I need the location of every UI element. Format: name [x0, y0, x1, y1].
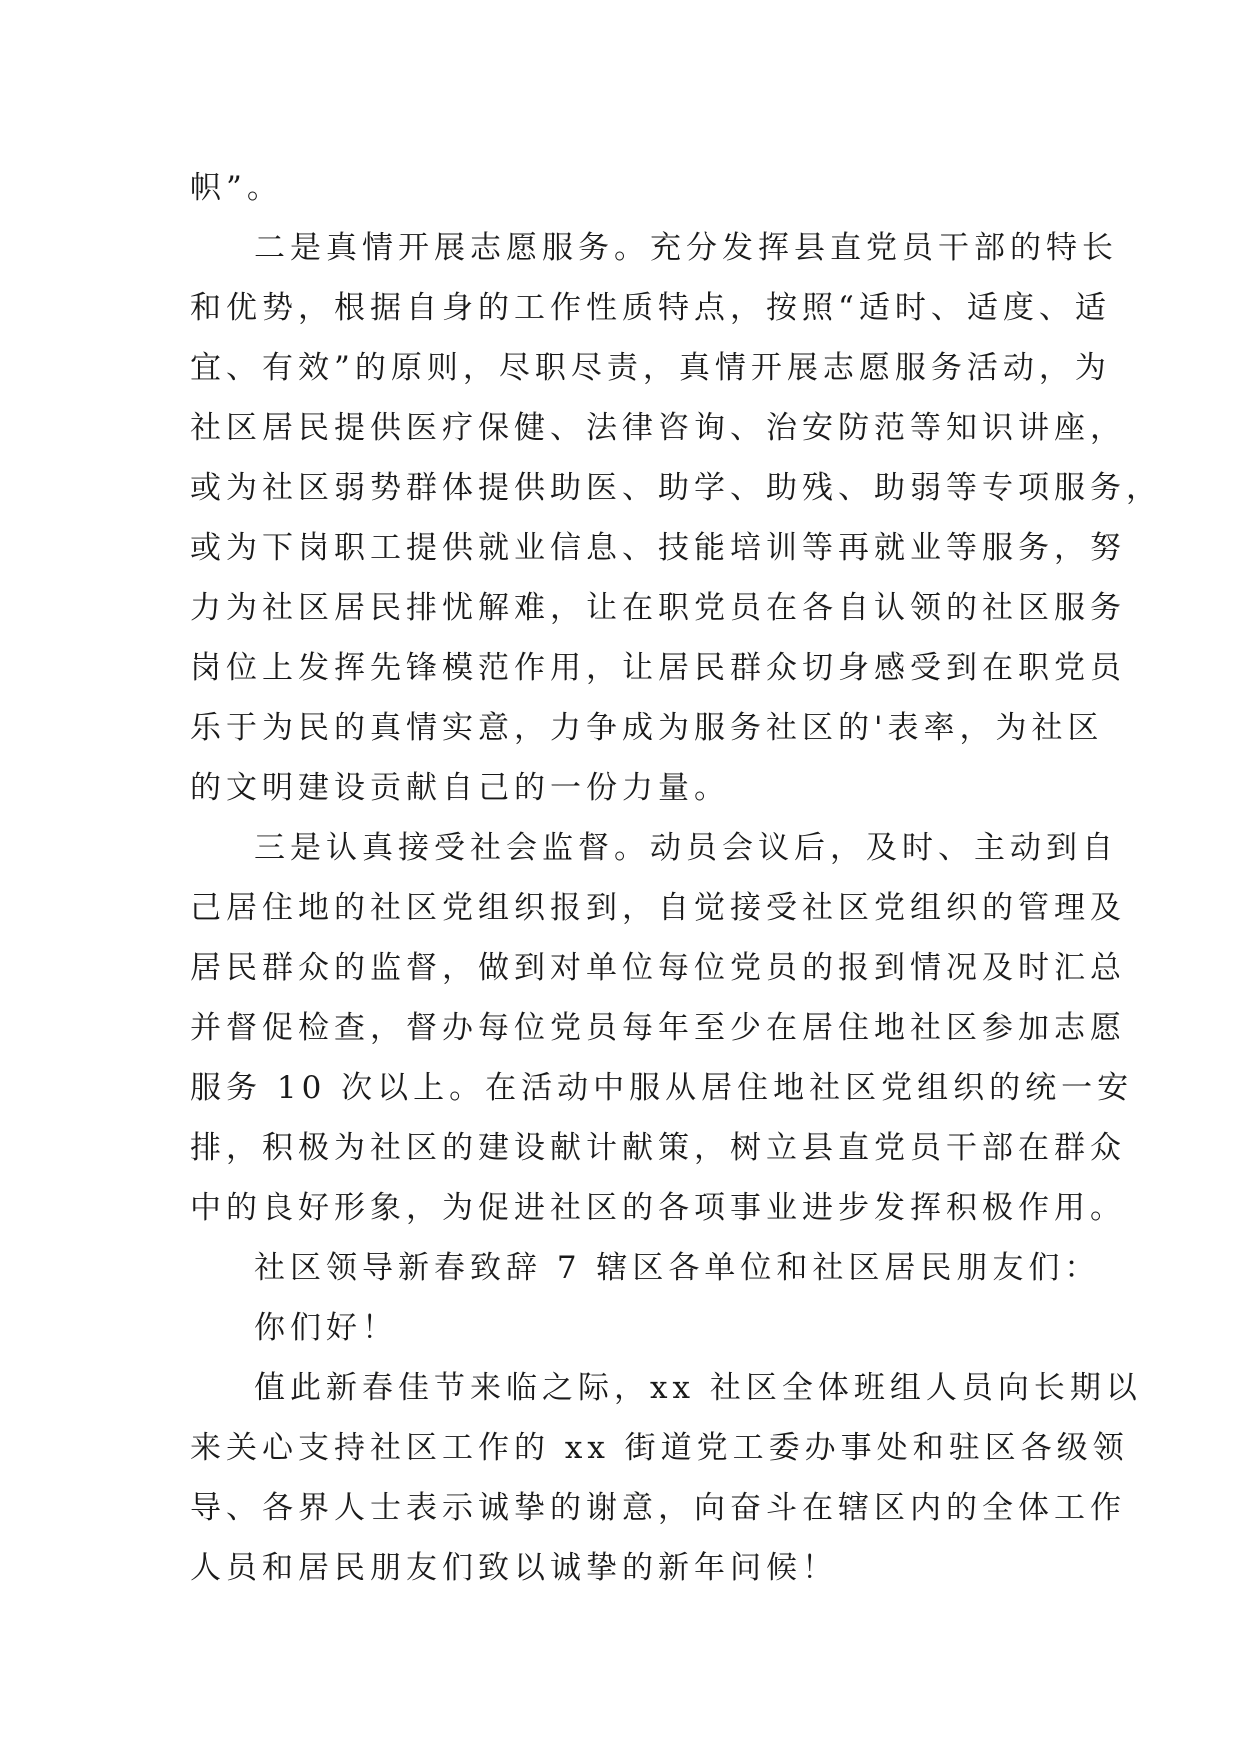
text-line: 服务 10 次以上。在活动中服从居住地社区党组织的统一安	[190, 1070, 1134, 1106]
text-line: 的文明建设贡献自己的一份力量。	[190, 770, 730, 806]
document-body	[190, 158, 1162, 1598]
text-line: 乐于为民的真情实意，力争成为服务社区的'表率，为社区	[190, 710, 1104, 746]
text-line: 居民群众的监督，做到对单位每位党员的报到情况及时汇总	[190, 950, 1126, 986]
paragraph-start-line: 社区领导新春致辞 7 辖区各单位和社区居民朋友们：	[254, 1250, 1101, 1286]
text-line: 帜”。	[190, 170, 283, 206]
greeting-line: 你们好！	[254, 1310, 398, 1346]
text-line: 并督促检查，督办每位党员每年至少在居住地社区参加志愿	[190, 1010, 1126, 1046]
text-line: 来关心支持社区工作的 xx 街道党工委办事处和驻区各级领	[190, 1430, 1129, 1466]
text-line: 或为社区弱势群体提供助医、助学、助残、助弱等专项服务，	[190, 470, 1162, 506]
text-line: 排，积极为社区的建设献计献策，树立县直党员干部在群众	[190, 1130, 1126, 1166]
text-line: 中的良好形象，为促进社区的各项事业进步发挥积极作用。	[190, 1190, 1126, 1226]
paragraph-start-line: 值此新春佳节来临之际，xx 社区全体班组人员向长期以	[254, 1370, 1142, 1406]
text-line: 人员和居民朋友们致以诚挚的新年问候！	[190, 1550, 838, 1586]
text-line: 宜、有效”的原则，尽职尽责，真情开展志愿服务活动，为	[190, 350, 1111, 386]
text-line: 力为社区居民排忧解难，让在职党员在各自认领的社区服务	[190, 590, 1126, 626]
paragraph-start-line: 三是认真接受社会监督。动员会议后，及时、主动到自	[254, 830, 1118, 866]
paragraph-start-line: 二是真情开展志愿服务。充分发挥县直党员干部的特长	[254, 230, 1118, 266]
text-line: 己居住地的社区党组织报到，自觉接受社区党组织的管理及	[190, 890, 1126, 926]
text-line: 和优势，根据自身的工作性质特点，按照“适时、适度、适	[190, 290, 1111, 326]
text-line: 社区居民提供医疗保健、法律咨询、治安防范等知识讲座，	[190, 410, 1126, 446]
text-line: 或为下岗职工提供就业信息、技能培训等再就业等服务，努	[190, 530, 1126, 566]
text-line: 导、各界人士表示诚挚的谢意，向奋斗在辖区内的全体工作	[190, 1490, 1126, 1526]
text-line: 岗位上发挥先锋模范作用，让居民群众切身感受到在职党员	[190, 650, 1126, 686]
